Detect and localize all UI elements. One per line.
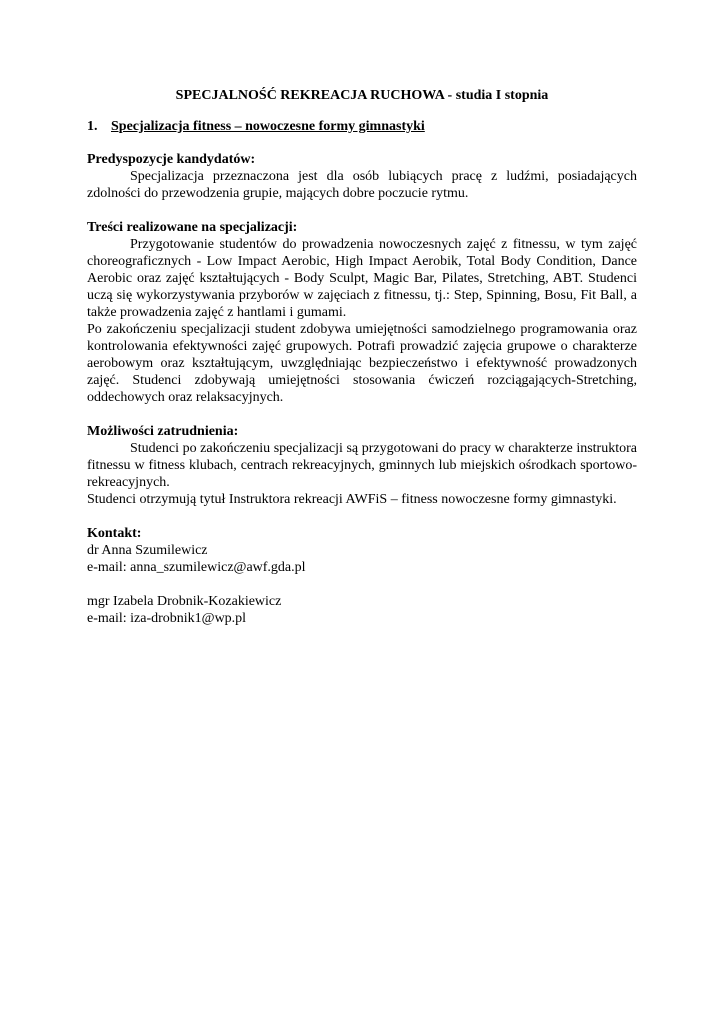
predispositions-heading: Predyspozycje kandydatów: (87, 152, 256, 167)
contact-heading: Kontakt: (87, 526, 142, 541)
employment-paragraph-1: Studenci po zakończeniu specjalizacji są przygotowani do pracy w charakterze instruktora fitnessu w fitness klubach, centrach rekreacyjnych, gminnych lub miejskich ośrodkach sportowo-rekreacyjnych. (87, 441, 637, 490)
spacer (87, 202, 637, 219)
spacer (87, 576, 637, 593)
specialization-name: Specjalizacja fitness – nowoczesne formy gimnastyki (111, 119, 425, 134)
contact-person-1-email: e-mail: anna_szumilewicz@awf.gda.pl (87, 560, 306, 575)
specialization-number: 1. (87, 119, 98, 134)
employment-heading: Możliwości zatrudnienia: (87, 424, 239, 439)
spacer (87, 508, 637, 525)
contents-paragraph-1: Przygotowanie studentów do prowadzenia nowoczesnych zajęć z fitnessu, w tym zajęć choreograficznych - Low Impact Aerobic, High Impact Aerobik, Total Body Condition, Dance Aerobic oraz zajęć kształtujących - Body Sculpt, Magic Bar, Pilates, Stretching, ABT. Studenci uczą się wykorzystywania przyborów w zajęciach z fitnessu, tj.: Step, Spinning, Bosu, Fit Ball, a także prowadzenia zajęć z hantlami i gumami. (87, 237, 637, 320)
spacer (87, 406, 637, 423)
contents-heading: Treści realizowane na specjalizacji: (87, 220, 298, 235)
document-page (87, 87, 637, 627)
predispositions-text: Specjalizacja przeznaczona jest dla osób lubiących pracę z ludźmi, posiadających zdolności do przewodzenia grupie, mających dobre poczucie rytmu. (87, 169, 637, 201)
contact-person-2-email: e-mail: iza-drobnik1@wp.pl (87, 611, 247, 626)
contact-person-1-name: dr Anna Szumilewicz (87, 543, 208, 558)
employment-paragraph-2: Studenci otrzymują tytuł Instruktora rekreacji AWFiS – fitness nowoczesne formy gimnastyki. (87, 492, 617, 507)
document-title: SPECJALNOŚĆ REKREACJA RUCHOWA - studia I stopnia (175, 88, 549, 103)
contact-person-2-name: mgr Izabela Drobnik-Kozakiewicz (87, 594, 282, 609)
contents-paragraph-2: Po zakończeniu specjalizacji student zdobywa umiejętności samodzielnego programowania oraz kontrolowania efektywności zajęć grupowych. Potrafi prowadzić zajęcia grupowe o charakterze aerobowym oraz kształtującym, uwzględniając bezpieczeństwo i efektywność prowadzonych zajęć. Studenci zdobywają umiejętności stosowania ćwiczeń rozciągających-Stretching, oddechowych oraz relaksacyjnych. (87, 322, 637, 405)
specialization-heading (87, 118, 637, 135)
